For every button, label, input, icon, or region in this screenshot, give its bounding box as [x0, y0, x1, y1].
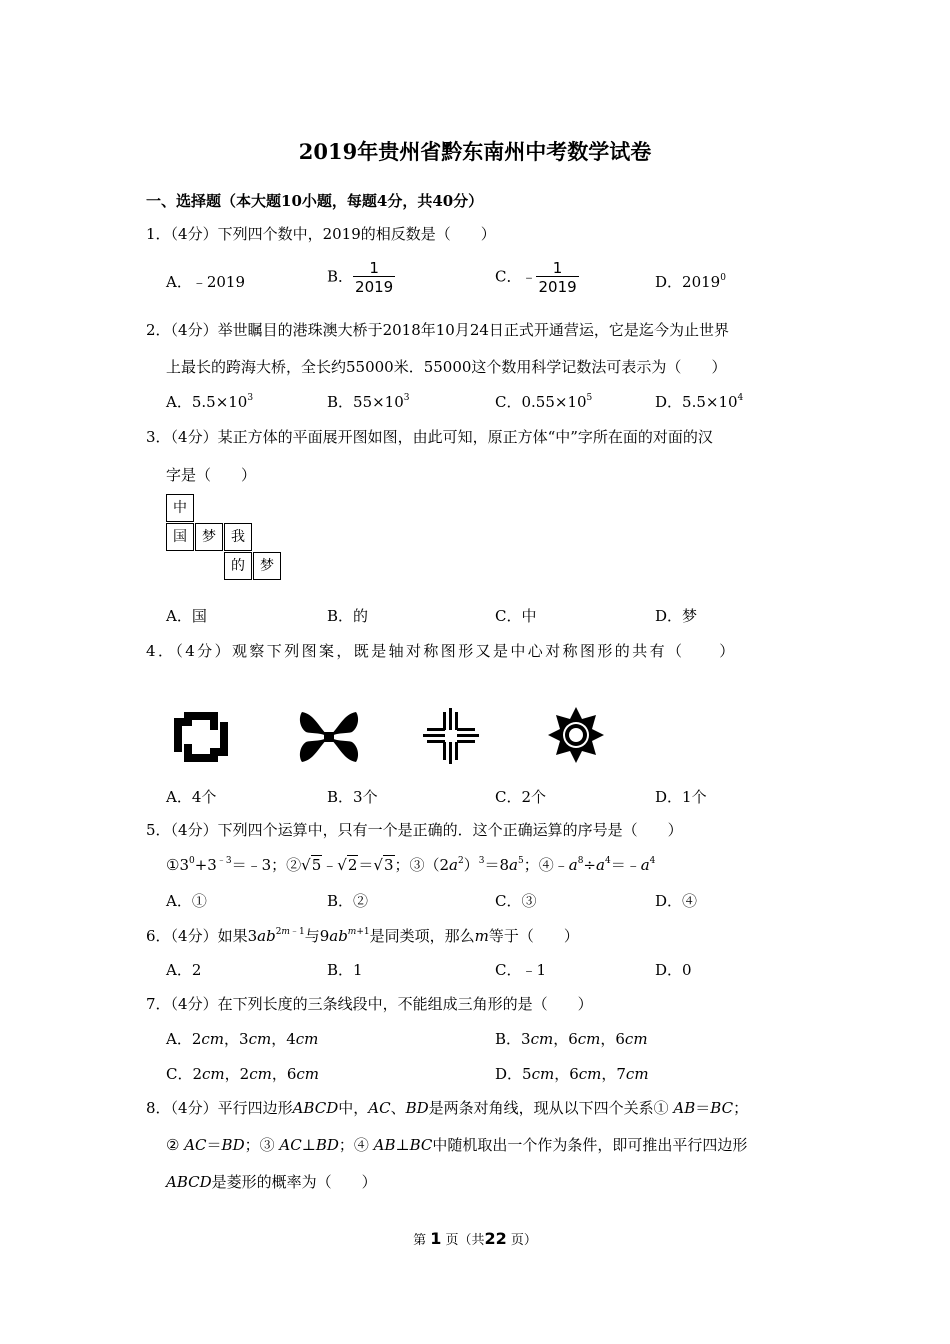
- fraction-numerator: 1: [552, 259, 563, 277]
- q1-option-c-label: C．﹣: [495, 267, 537, 286]
- q5-option-c: C．③: [495, 892, 537, 910]
- q4-option-d: D．1个: [655, 788, 707, 806]
- pattern-bow-knot: [296, 706, 362, 768]
- net-cell: 我: [224, 523, 252, 551]
- q3-line1: 3．（4分）某正方体的平面展开图如图，由此可知，原正方体“中”字所在面的对面的汉: [146, 428, 713, 446]
- q5-expressions: $①3^0+3^{﹣3}=﹣3$；②√5﹣√2＝√3；$③(2a^2)^3=8a^5$；$④﹣a^8\div a^4=﹣a^4$: [166, 856, 656, 874]
- page-number: 1: [430, 1229, 442, 1248]
- cube-net-figure: [166, 494, 284, 582]
- net-cell: 的: [224, 552, 252, 580]
- q2-line1: 2．（4分）举世瞩目的港珠澳大桥于2018年10月24日正式开通营运，它是迄今为止世界: [146, 321, 729, 339]
- net-cell: 国: [166, 523, 194, 551]
- page-total: 22: [484, 1229, 507, 1248]
- section-heading: 一、选择题（本大题10小题，每题4分，共40分）: [146, 192, 484, 210]
- q6-option-a: A．2: [166, 961, 202, 979]
- pattern-cross-lines: [423, 708, 479, 764]
- q7-option-a: A．2cm，3cm，4cm: [166, 1030, 319, 1048]
- q6-stem: 6．（4分）如果$3ab^{2m﹣1}$与$9ab^{m+1}$是同类项，那么m等于（ ）: [146, 927, 579, 945]
- q3-line2: 字是（ ）: [166, 466, 257, 484]
- q6-option-d: D．0: [655, 961, 692, 979]
- net-cell: 梦: [253, 552, 281, 580]
- q2-option-d: D．$5.5\times 10^4$: [655, 393, 744, 411]
- q5-option-b: B．②: [327, 892, 369, 910]
- q3-option-d: D．梦: [655, 607, 698, 625]
- q3-option-b: B．的: [327, 607, 369, 625]
- pattern-flower-star: [546, 705, 606, 765]
- q2-option-c: C．$0.55\times 10^5$: [495, 393, 593, 411]
- fraction-denominator: 2019: [355, 278, 394, 296]
- q1-stem: 1．（4分）下列四个数中，2019的相反数是（ ）: [146, 225, 496, 243]
- q5-option-a: A．①: [166, 892, 207, 910]
- q2-line2: 上最长的跨海大桥，全长约55000米．55000这个数用科学记数法可表示为（ ）: [166, 358, 727, 376]
- q2-option-a: A．$5.5\times 10^3$: [166, 393, 254, 411]
- pattern-square-swirl: [170, 708, 232, 766]
- q1-option-c: [495, 260, 579, 295]
- q8-line1: 8．（4分）平行四边形ABCD中，AC、BD是两条对角线，现从以下四个关系① AB＝BC；: [146, 1099, 749, 1117]
- q7-option-b: B．3cm，6cm，6cm: [495, 1030, 648, 1048]
- exam-title: 2019年贵州省黔东南州中考数学试卷: [298, 139, 652, 164]
- page-footer: 第 1 页（共22 页）: [413, 1229, 537, 1248]
- q5-stem: 5．（4分）下列四个运算中，只有一个是正确的．这个正确运算的序号是（ ）: [146, 821, 683, 839]
- q7-stem: 7．（4分）在下列长度的三条线段中，不能组成三角形的是（ ）: [146, 995, 593, 1013]
- q7-option-d: D．5cm，6cm，7cm: [495, 1065, 649, 1083]
- q7-option-c: C．2cm，2cm，6cm: [166, 1065, 319, 1083]
- q4-option-a: A．4个: [166, 788, 217, 806]
- q4-stem: 4．（4分）观察下列图案，既是轴对称图形又是中心对称图形的共有（ ）: [146, 642, 737, 660]
- q3-option-a: A．国: [166, 607, 207, 625]
- q1-option-b-fraction: [353, 260, 395, 295]
- q8-line3: ABCD是菱形的概率为（ ）: [166, 1173, 377, 1191]
- q4-option-c: C．2个: [495, 788, 547, 806]
- net-cell: 中: [166, 494, 194, 522]
- q5-option-d: D．④: [655, 892, 698, 910]
- q4-option-b: B．3个: [327, 788, 378, 806]
- q6-option-b: B．1: [327, 961, 363, 979]
- fraction-numerator: 1: [369, 259, 379, 277]
- q8-line2: ② AC＝BD；③ AC⊥BD；④ AB⊥BC中随机取出一个作为条件，即可推出平行四边形: [166, 1136, 748, 1154]
- net-cell: 梦: [195, 523, 223, 551]
- q3-option-c: C．中: [495, 607, 537, 625]
- q1-option-b: [327, 260, 395, 295]
- q1-option-b-label: B．: [327, 267, 354, 286]
- q1-option-c-fraction: [536, 260, 578, 295]
- q1-option-d: D．2019$^0$: [655, 273, 726, 291]
- q6-option-c: C．﹣1: [495, 961, 547, 979]
- fraction-denominator: 2019: [538, 278, 577, 296]
- q2-option-b: B．$55\times 10^3$: [327, 393, 410, 411]
- q1-option-a: A．﹣2019: [166, 273, 246, 291]
